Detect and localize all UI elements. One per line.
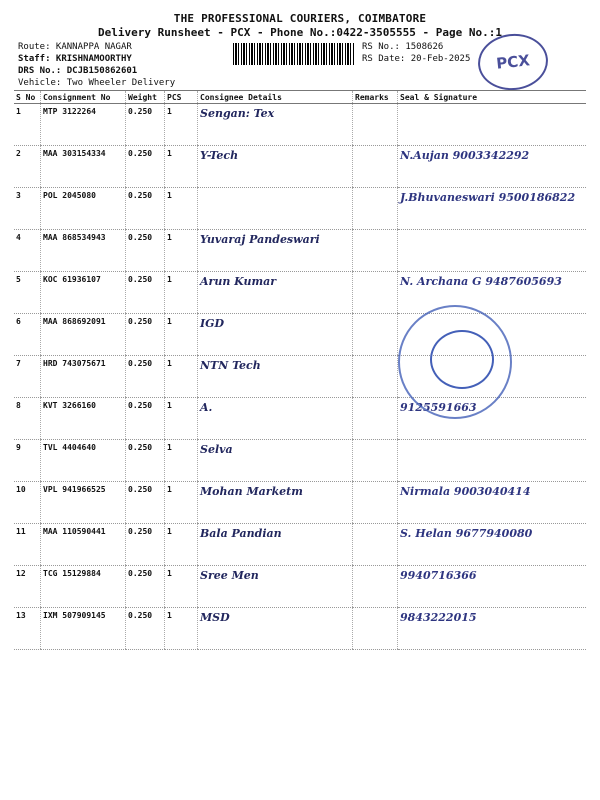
cell-weight: 0.250 — [126, 188, 165, 230]
cell-remarks — [353, 608, 398, 650]
col-weight: Weight — [126, 91, 165, 104]
cell-consignee: A. — [198, 398, 353, 440]
cell-signature — [398, 104, 587, 146]
cell-remarks — [353, 104, 398, 146]
cell-weight: 0.250 — [126, 104, 165, 146]
col-consignee: Consignee Details — [198, 91, 353, 104]
cell-sno: 9 — [14, 440, 41, 482]
cell-signature — [398, 440, 587, 482]
cell-consignee: Selva — [198, 440, 353, 482]
cell-consignee: Sengan: Tex — [198, 104, 353, 146]
cell-consignment-no: TVL 4404640 — [41, 440, 126, 482]
cell-consignment-no: KVT 3266160 — [41, 398, 126, 440]
cell-remarks — [353, 230, 398, 272]
cell-sno: 10 — [14, 482, 41, 524]
cell-consignee: Yuvaraj Pandeswari — [198, 230, 353, 272]
cell-signature: N. Archana G 9487605693 — [398, 272, 587, 314]
cell-remarks — [353, 272, 398, 314]
barcode — [233, 43, 354, 65]
col-signature: Seal & Signature — [398, 91, 587, 104]
cell-signature: 9843222015 — [398, 608, 587, 650]
cell-consignee: Y-Tech — [198, 146, 353, 188]
drs-label: DRS No.: DCJB150862601 — [18, 66, 138, 76]
cell-pcs: 1 — [165, 188, 198, 230]
cell-sno: 4 — [14, 230, 41, 272]
cell-pcs: 1 — [165, 314, 198, 356]
cell-consignee: Bala Pandian — [198, 524, 353, 566]
cell-sno: 8 — [14, 398, 41, 440]
cell-signature: J.Bhuvaneswari 9500186822 — [398, 188, 587, 230]
col-sno: S No — [14, 91, 41, 104]
cell-consignment-no: VPL 941966525 — [41, 482, 126, 524]
cell-signature — [398, 230, 587, 272]
cell-remarks — [353, 314, 398, 356]
cell-pcs: 1 — [165, 104, 198, 146]
rs-date: RS Date: 20-Feb-2025 — [362, 54, 471, 64]
cell-sno: 7 — [14, 356, 41, 398]
cell-weight: 0.250 — [126, 440, 165, 482]
cell-consignment-no: MAA 868692091 — [41, 314, 126, 356]
table-row — [14, 482, 586, 524]
cell-pcs: 1 — [165, 524, 198, 566]
cell-signature: N.Aujan 9003342292 — [398, 146, 587, 188]
cell-weight: 0.250 — [126, 482, 165, 524]
cell-weight: 0.250 — [126, 398, 165, 440]
cell-consignee: Mohan Marketm — [198, 482, 353, 524]
cell-consignee: MSD — [198, 608, 353, 650]
col-pcs: PCS — [165, 91, 198, 104]
cell-weight: 0.250 — [126, 566, 165, 608]
cell-remarks — [353, 482, 398, 524]
cell-pcs: 1 — [165, 272, 198, 314]
staff-label: Staff: KRISHNAMOORTHY — [18, 54, 132, 64]
table-row — [14, 608, 586, 650]
table-row — [14, 272, 586, 314]
cell-weight: 0.250 — [126, 356, 165, 398]
cell-consignment-no: IXM 507909145 — [41, 608, 126, 650]
cell-sno: 12 — [14, 566, 41, 608]
cell-consignment-no: MAA 868534943 — [41, 230, 126, 272]
cell-signature: 9940716366 — [398, 566, 587, 608]
cell-remarks — [353, 356, 398, 398]
table-row — [14, 104, 586, 146]
cell-sno: 6 — [14, 314, 41, 356]
table-row — [14, 566, 586, 608]
table-row — [14, 398, 586, 440]
cell-consignee — [198, 188, 353, 230]
table-row — [14, 230, 586, 272]
cell-sno: 2 — [14, 146, 41, 188]
cell-pcs: 1 — [165, 230, 198, 272]
cell-signature: S. Helan 9677940080 — [398, 524, 587, 566]
cell-consignee: NTN Tech — [198, 356, 353, 398]
cell-remarks — [353, 188, 398, 230]
cell-consignment-no: POL 2045080 — [41, 188, 126, 230]
rs-number: RS No.: 1508626 — [362, 42, 444, 52]
cell-sno: 3 — [14, 188, 41, 230]
cell-pcs: 1 — [165, 146, 198, 188]
cell-remarks — [353, 566, 398, 608]
cell-consignee: Sree Men — [198, 566, 353, 608]
cell-sno: 11 — [14, 524, 41, 566]
company-title: THE PROFESSIONAL COURIERS, COIMBATORE — [173, 12, 427, 25]
runsheet-title: Delivery Runsheet - PCX - Phone No.:0422-3505555 - Page No.:1 — [98, 26, 502, 39]
cell-consignment-no: KOC 61936107 — [41, 272, 126, 314]
pcx-stamp: PCX — [475, 30, 550, 93]
route-info — [18, 41, 175, 89]
cell-signature: 9125591663 — [398, 398, 587, 440]
company-seal-inner — [430, 330, 494, 389]
col-remarks: Remarks — [353, 91, 398, 104]
table-row — [14, 440, 586, 482]
route-label: Route: KANNAPPA NAGAR — [18, 42, 132, 52]
vehicle-label: Vehicle: Two Wheeler Delivery — [18, 78, 176, 88]
cell-remarks — [353, 398, 398, 440]
cell-consignment-no: MAA 110590441 — [41, 524, 126, 566]
cell-remarks — [353, 440, 398, 482]
cell-consignment-no: MAA 303154334 — [41, 146, 126, 188]
cell-pcs: 1 — [165, 482, 198, 524]
cell-weight: 0.250 — [126, 524, 165, 566]
cell-remarks — [353, 524, 398, 566]
table-row — [14, 524, 586, 566]
cell-pcs: 1 — [165, 440, 198, 482]
cell-weight: 0.250 — [126, 608, 165, 650]
table-row — [14, 188, 586, 230]
cell-consignment-no: HRD 743075671 — [41, 356, 126, 398]
cell-pcs: 1 — [165, 566, 198, 608]
cell-weight: 0.250 — [126, 314, 165, 356]
cell-pcs: 1 — [165, 398, 198, 440]
cell-remarks — [353, 146, 398, 188]
cell-weight: 0.250 — [126, 272, 165, 314]
cell-consignee: Arun Kumar — [198, 272, 353, 314]
cell-sno: 13 — [14, 608, 41, 650]
col-consignment: Consignment No — [41, 91, 126, 104]
cell-weight: 0.250 — [126, 230, 165, 272]
cell-consignment-no: TCG 15129884 — [41, 566, 126, 608]
cell-weight: 0.250 — [126, 146, 165, 188]
cell-signature: Nirmala 9003040414 — [398, 482, 587, 524]
cell-pcs: 1 — [165, 356, 198, 398]
table-row — [14, 146, 586, 188]
cell-sno: 1 — [14, 104, 41, 146]
table-header-row — [14, 91, 586, 104]
cell-consignment-no: MTP 3122264 — [41, 104, 126, 146]
cell-pcs: 1 — [165, 608, 198, 650]
cell-sno: 5 — [14, 272, 41, 314]
cell-consignee: IGD — [198, 314, 353, 356]
rs-info — [362, 41, 470, 65]
